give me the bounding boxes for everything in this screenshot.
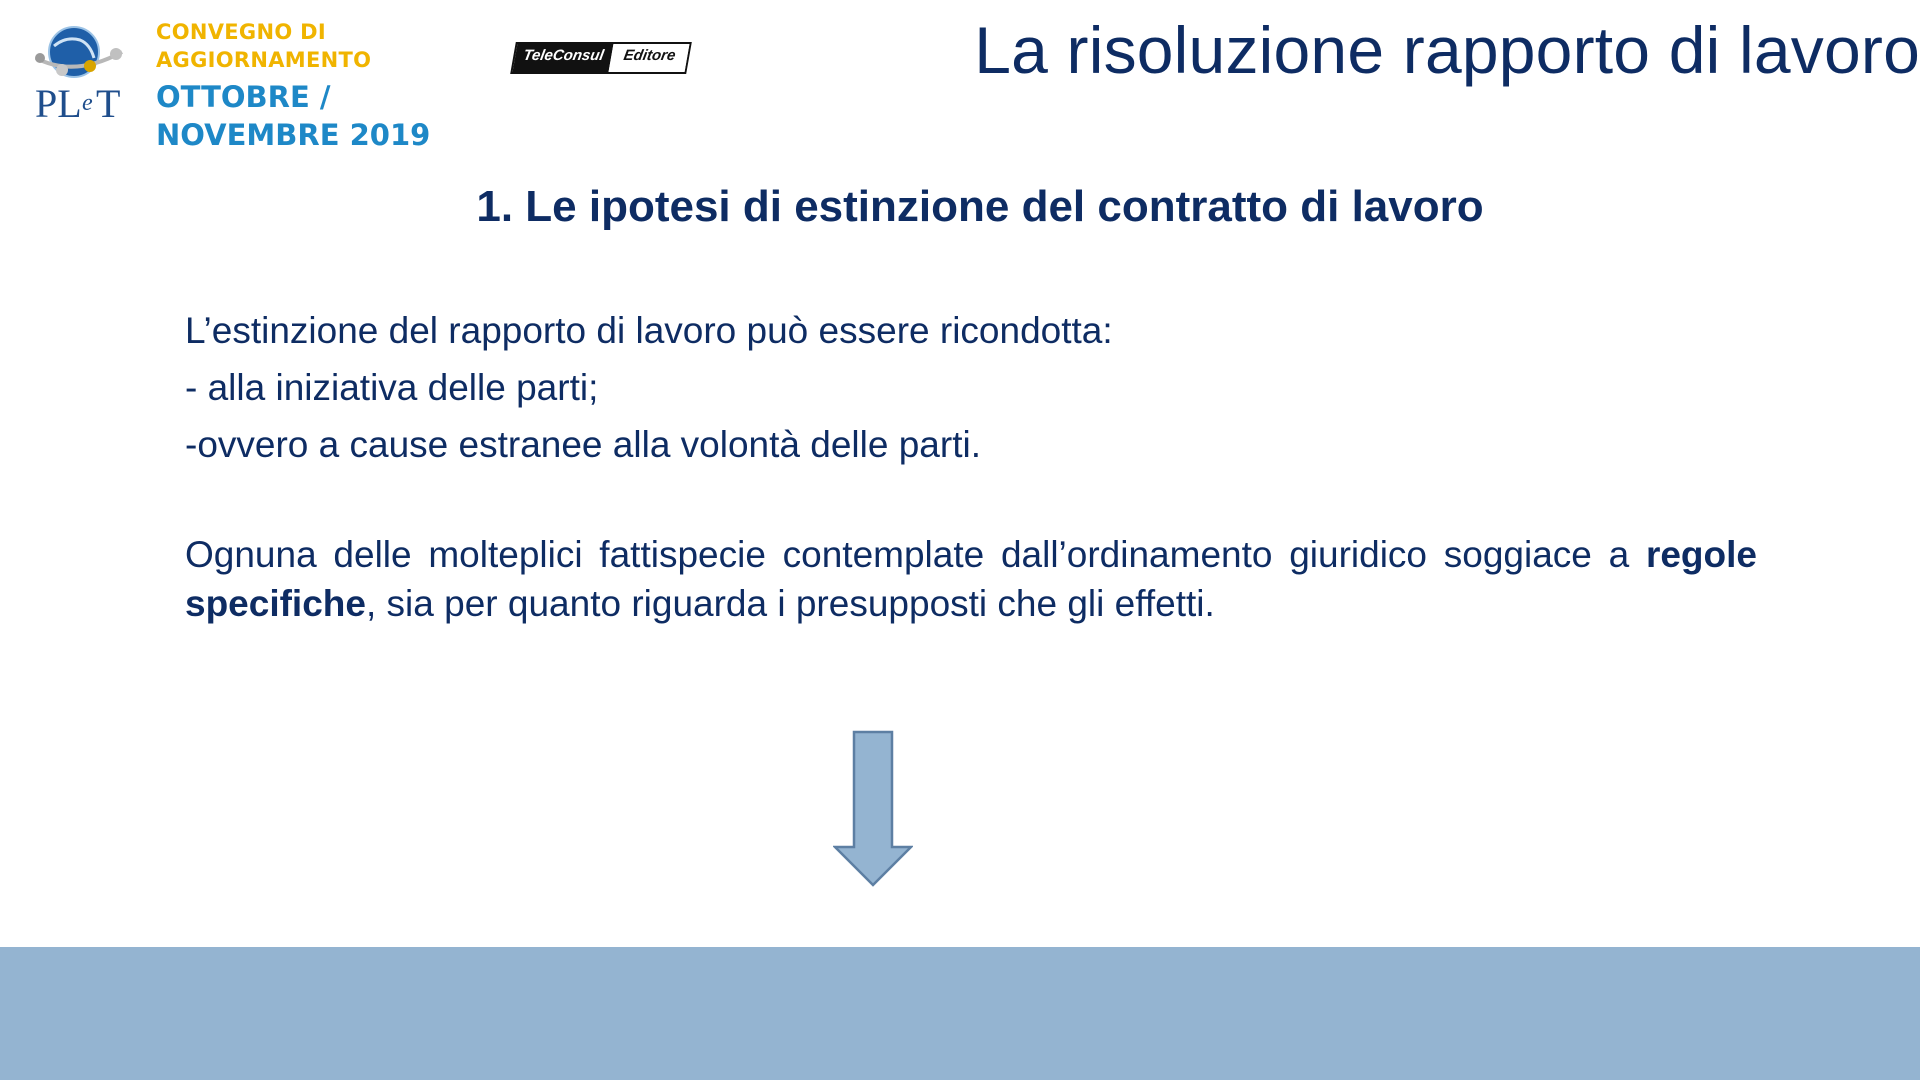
page-title: La risoluzione rapporto di lavoro <box>974 13 1920 87</box>
svg-text:PL: PL <box>35 81 82 122</box>
publisher-name: TeleConsul <box>513 44 614 72</box>
svg-text:T: T <box>96 81 121 122</box>
section-heading: 1. Le ipotesi di estinzione del contratto di lavoro <box>476 182 1484 231</box>
plet-logo <box>32 18 128 122</box>
intro-bullet-parties: - alla iniziativa delle parti; <box>185 367 599 408</box>
paragraph-text-end: , sia per quanto riguarda i presupposti che gli effetti. <box>365 583 1215 624</box>
event-date-line2: NOVEMBRE 2019 <box>156 118 431 152</box>
footer-bar <box>0 947 1920 1080</box>
paragraph-emphasis: regole specifiche <box>185 534 1757 624</box>
publisher-suffix: Editore <box>609 44 690 72</box>
paragraph-text-start: Ognuna delle molteplici fattispecie contemplate dall’ordinamento giuridico soggiace a <box>185 534 1646 575</box>
event-name-line1: CONVEGNO DI <box>156 20 326 44</box>
intro-block <box>185 302 1757 473</box>
body-paragraph <box>185 530 1757 628</box>
event-info <box>156 18 430 154</box>
event-date-line1: OTTOBRE / <box>156 80 331 114</box>
logo-lettering <box>35 81 120 122</box>
publisher-logo <box>510 42 692 74</box>
globe-icon <box>32 18 128 122</box>
svg-text:e: e <box>82 90 93 116</box>
event-name-line2: AGGIORNAMENTO <box>156 48 372 72</box>
down-arrow-icon <box>833 730 913 888</box>
intro-line: L’estinzione del rapporto di lavoro può essere ricondotta: <box>185 310 1113 351</box>
intro-bullet-external-causes: -ovvero a cause estranee alla volontà delle parti. <box>185 424 981 465</box>
